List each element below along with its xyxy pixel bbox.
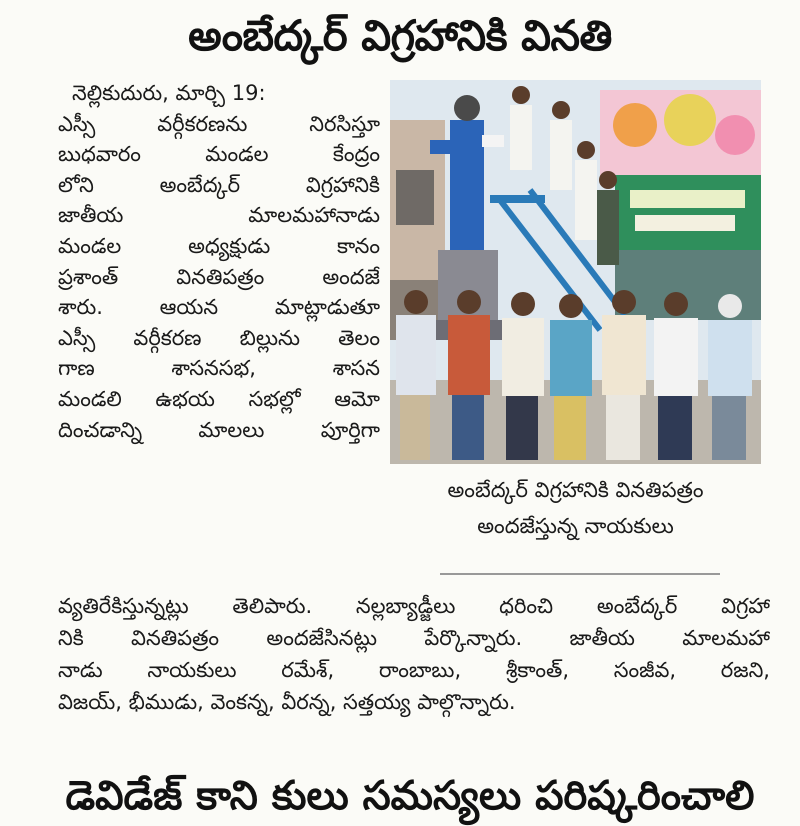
body-line: లోని అంబేద్కర్ విగ్రహానికి — [58, 172, 380, 197]
body-line: విజయ్, భీముడు, వెంకన్న, వీరన్న, సత్తయ్య పాల్గొన్నారు. — [58, 690, 516, 714]
body-line: మండల అధ్యక్షుడు కానం — [58, 233, 380, 258]
photo-caption-line: అంబేద్కర్ విగ్రహానికి వినతిపత్రం — [447, 478, 704, 502]
body-line: నికి వినతిపత్రం అందజేసినట్లు పేర్కొన్నారు. జాతీయ మాలమహా — [58, 626, 770, 650]
body-line: గాణ శాసనసభ, శాసన — [58, 356, 380, 381]
next-article-headline: డెవిడేజ్ కాని కులు సమస్యలు పరిష్కరించాలి — [65, 773, 755, 819]
body-line: బుధవారం మండల కేంద్రం — [58, 142, 380, 167]
body-line: ఎస్సీ వర్గీకరణ బిల్లును తెలం — [58, 325, 380, 350]
photo-caption-line: అందజేస్తున్న నాయకులు — [477, 514, 674, 538]
caption-divider — [440, 573, 720, 575]
article-body-wide — [58, 590, 770, 718]
body-line-dateline: నెల్లికుదురు, మార్చి 19: — [72, 81, 266, 105]
article-body-column — [58, 78, 380, 445]
body-line: వ్యతిరేకిస్తున్నట్లు తెలిపారు. నల్లబ్యాడ్జీలు ధరించి అంబేద్కర్ విగ్రహా — [58, 594, 770, 618]
body-line: దించడాన్ని మాలలు పూర్తిగా — [58, 417, 380, 442]
article-headline: అంబేద్కర్ విగ్రహానికి వినతి — [188, 11, 612, 60]
body-line: శారు. ఆయన మాట్లాడుతూ — [58, 295, 380, 320]
photo-caption — [390, 472, 761, 544]
news-photo — [390, 80, 761, 464]
body-line: ప్రశాంత్ వినతిపత్రం అందజే — [58, 264, 380, 289]
body-line: నాడు నాయకులు రమేశ్, రాంబాబు, శ్రీకాంత్, సంజీవ, రజని, — [58, 658, 770, 682]
body-line: మండలి ఉభయ సభల్లో ఆమో — [58, 386, 380, 411]
body-line: జాతీయ మాలమహానాడు — [58, 203, 380, 228]
body-line: ఎస్సీ వర్గీకరణను నిరసిస్తూ — [58, 111, 380, 136]
statue-group-photo — [390, 80, 761, 464]
